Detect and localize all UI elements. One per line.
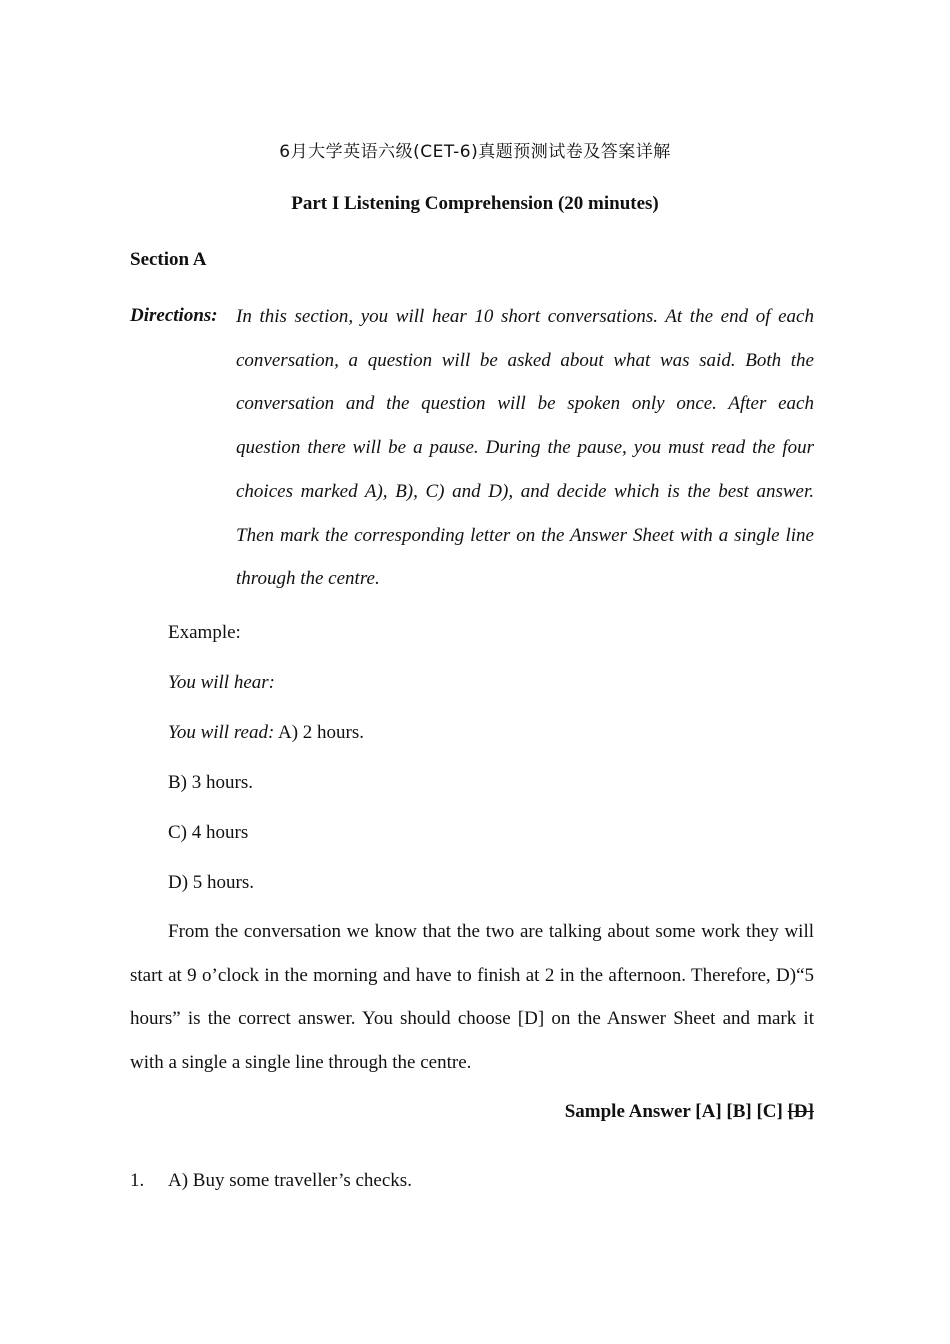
directions-line: conversation, a question will be asked about what was said. Both the [236,349,814,371]
explanation-line: start at 9 o’clock in the morning and have to finish at 2 in the afternoon. Therefore, D)“5 [130,964,814,986]
question-option-a: A) Buy some traveller’s checks. [168,1170,412,1191]
example-label: Example: [168,622,241,643]
directions-line: conversation and the question will be spoken only once. After each [236,393,814,415]
example-option-b: B) 3 hours. [168,772,253,793]
directions-text [236,295,814,601]
document-title: 6月大学英语六级(CET-6)真题预测试卷及答案详解 [279,142,671,162]
directions-line: question there will be a pause. During the pause, you must read the four [236,437,814,459]
you-will-read-label: You will read: [168,722,275,743]
sample-answer [565,1101,814,1123]
example-option-c: C) 4 hours [168,822,249,843]
part-heading: Part I Listening Comprehension (20 minutes) [291,193,659,214]
explanation-line: with a single a single line through the centre. [130,1052,472,1074]
question-number: 1. [130,1170,145,1191]
explanation-line: hours” is the correct answer. You should choose [D] on the Answer Sheet and mark it [130,1008,814,1030]
sample-answer-marked-choice: [D] [787,1101,814,1122]
directions-line: Then mark the corresponding letter on the Answer Sheet with a single line [236,524,814,546]
example-option-a: A) 2 hours. [277,722,365,743]
directions-line: In this section, you will hear 10 short conversations. At the end of each [236,306,814,327]
section-heading: Section A [130,249,207,270]
directions-line: through the centre. [236,568,380,590]
explanation-line: From the conversation we know that the two are talking about some work they will [168,921,814,942]
example-you-will-read [168,722,364,744]
example-option-d: D) 5 hours. [168,872,255,893]
example-explanation [130,910,814,1085]
example-you-will-hear: You will hear: [168,672,275,693]
sample-answer-prefix: Sample Answer [A] [B] [C] [564,1101,788,1122]
directions-label: Directions: [130,305,218,326]
directions-line: choices marked A), B), C) and D), and decide which is the best answer. [236,480,814,502]
